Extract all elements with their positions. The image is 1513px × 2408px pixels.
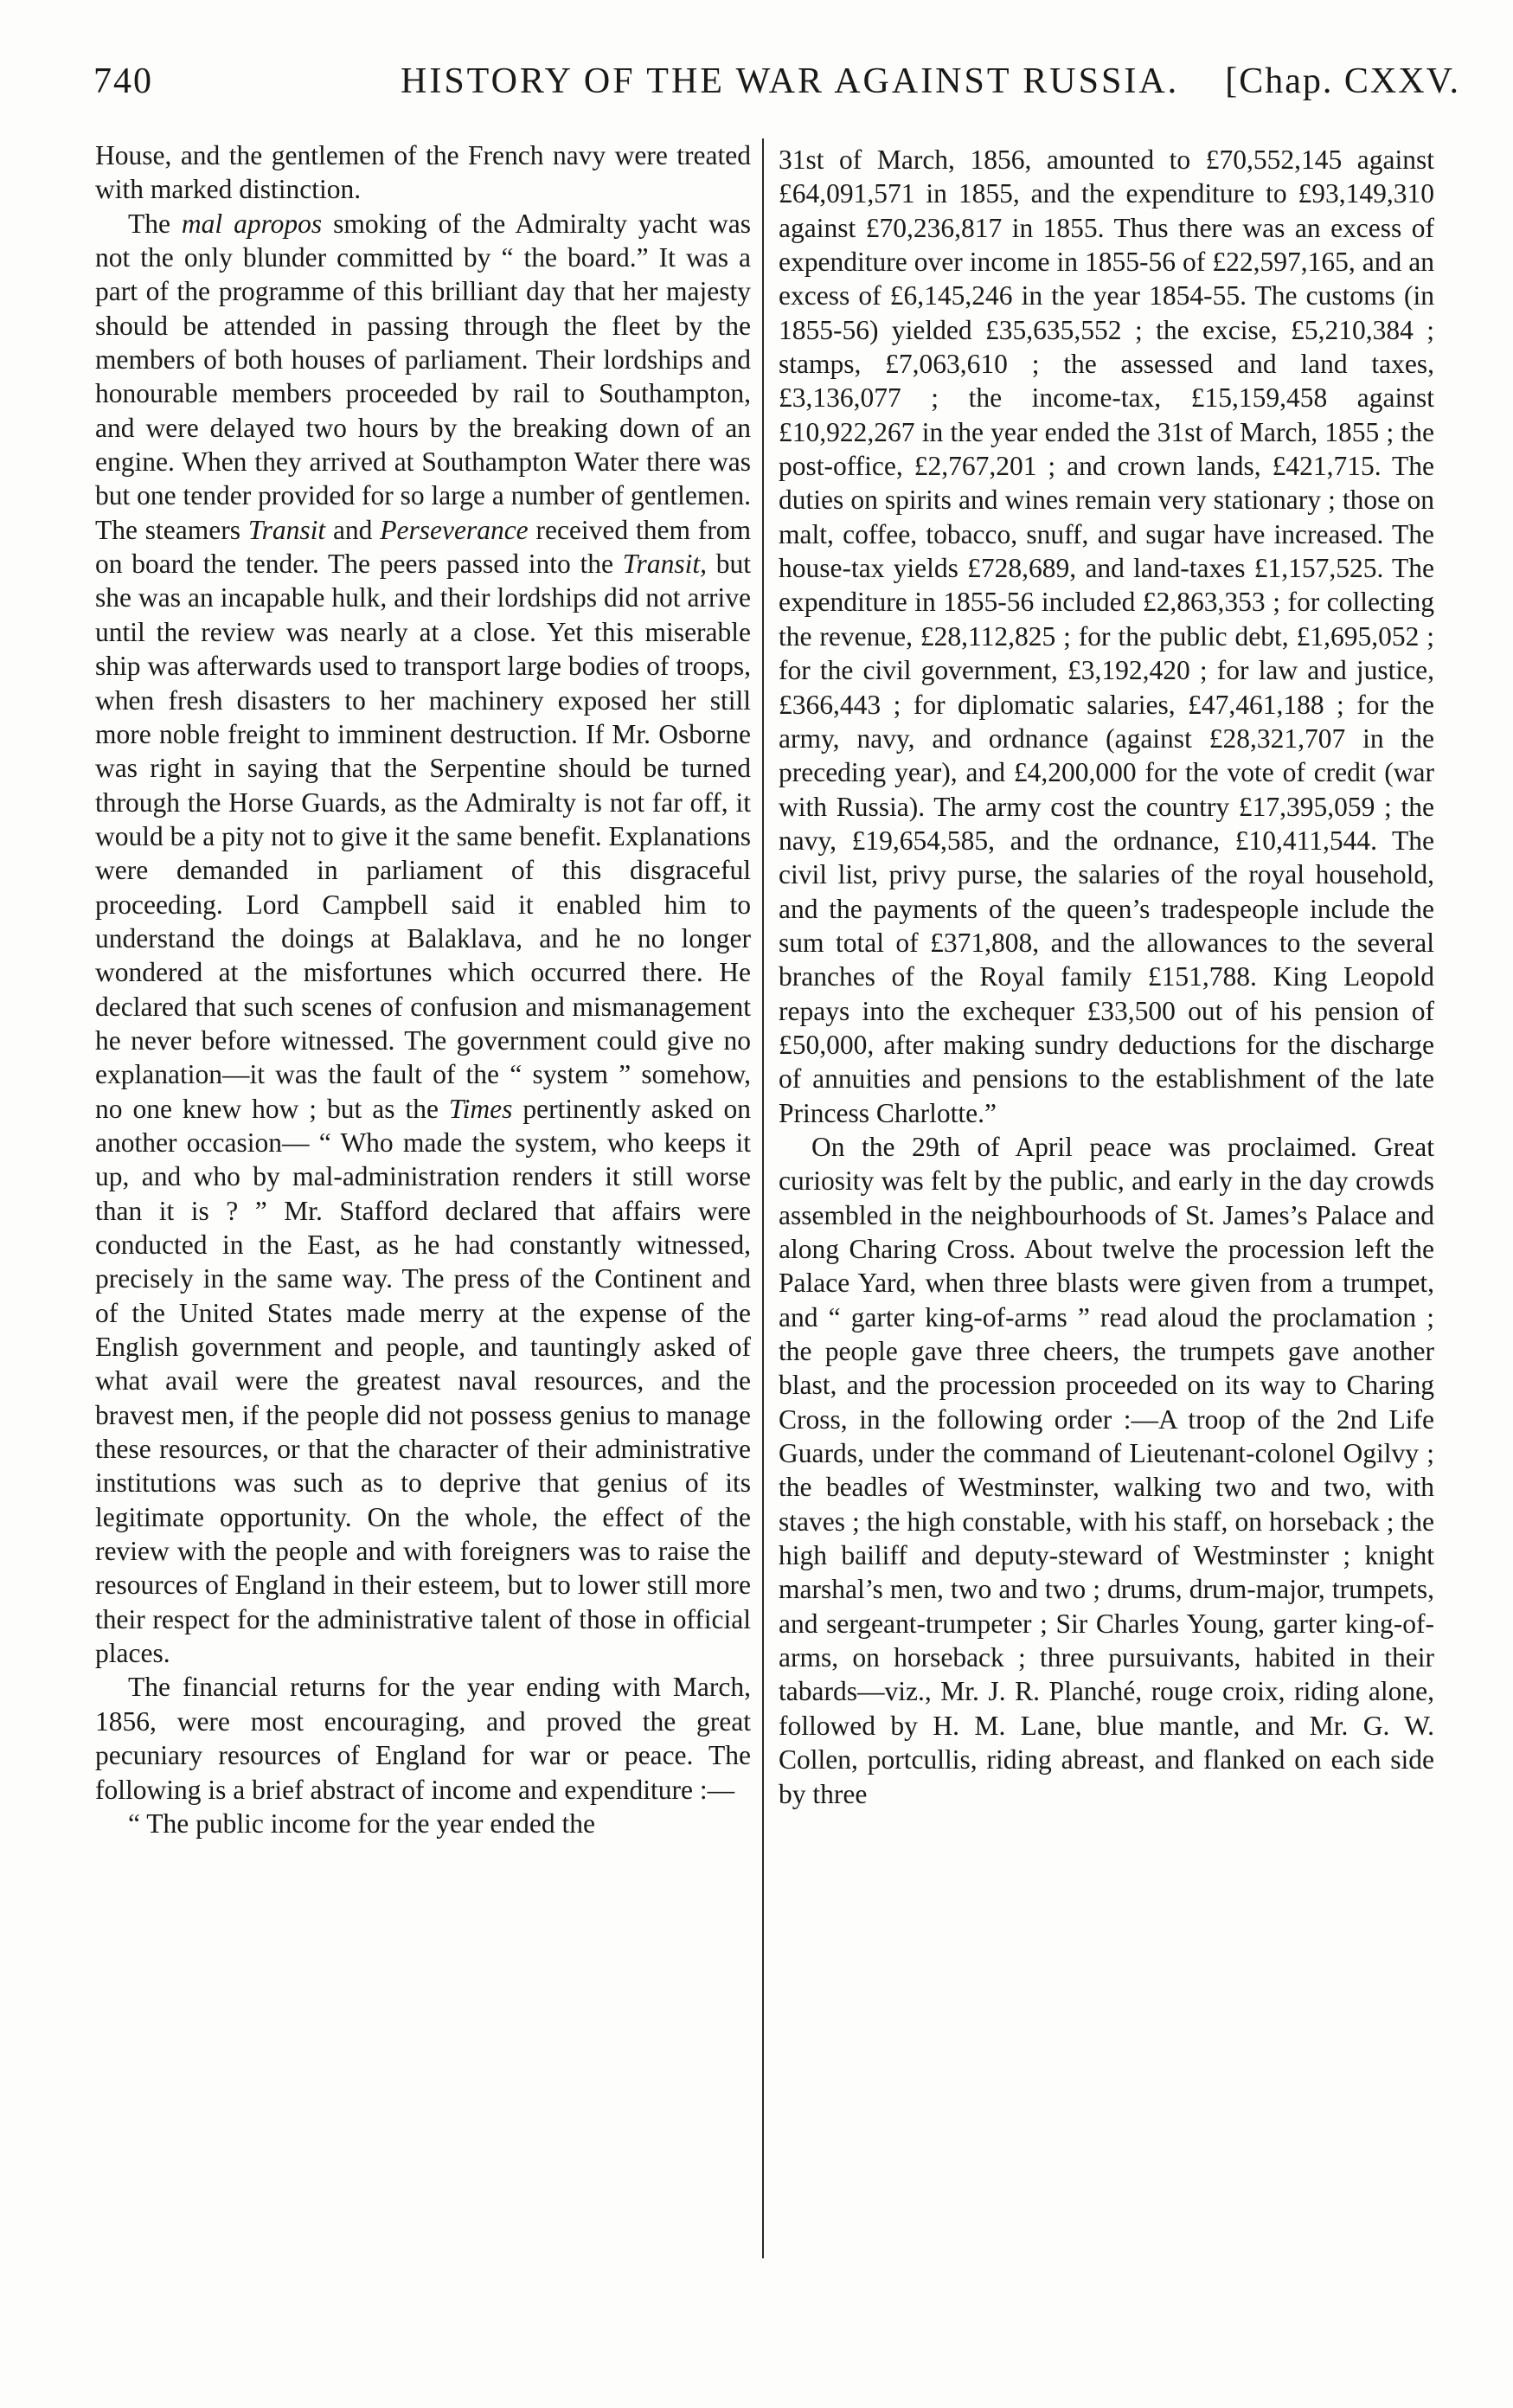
right-column [779, 143, 1434, 1811]
paragraph [95, 207, 751, 1671]
ship-name: Transit, [622, 549, 707, 580]
page-number: 740 [93, 61, 153, 101]
paragraph: The financial returns for the year ending with March, 1856, were most encouraging, and proved the great pecuniary resources of England for war or peace. The following is a brief abstract of income and expenditure :— [95, 1672, 751, 1805]
text-run: smoking of the Admiralty yacht was not the only blunder committed by “ the board.” It was a part of the programme of this brilliant day that her majesty should be attended in passing through the fleet by the members of both houses of parliament. Their lordships and honourable members proceeded by rail to Southampton, and were delayed two hours by the breaking down of an engine. When they arrived at Southampton Water there was but one tender provided for so large a number of gentlemen. The steamers [95, 208, 751, 545]
text-run: and [325, 514, 381, 545]
chapter-marker: [Chap. CXXV. [1225, 61, 1460, 101]
paragraph: 31st of March, 1856, amounted to £70,552,145 against £64,091,571 in 1855, and the expenditure to £93,149,310 against £70,236,817 in 1855. Thus there was an excess of expenditure over income in 1855-56 of £22,597,165, and an excess of £6,145,246 in the year 1854-55. The customs (in 1855-56) yielded £35,635,552 ; the excise, £5,210,384 ; stamps, £7,063,610 ; the assessed and land taxes, £3,136,077 ; the income-tax, £15,159,458 against £10,922,267 in the year ended the 31st of March, 1855 ; the post-office, £2,767,201 ; and crown lands, £421,715. The duties on spirits and wines remain very stationary ; those on malt, coffee, tobacco, snuff, and sugar have increased. The house-tax yields £728,689, and land-taxes £1,157,525. The expenditure in 1855-56 included £2,863,353 ; for collecting the revenue, £28,112,825 ; for the public debt, £1,695,052 ; for the civil government, £3,192,420 ; for law and justice, £366,443 ; for diplomatic salaries, £47,461,188 ; for the army, navy, and ordnance (against £28,321,707 in the preceding year), and £4,200,000 for the vote of credit (war with Russia). The army cost the country £17,395,059 ; the navy, £19,654,585, and the ordnance, £10,411,544. The civil list, privy purse, the salaries of the royal household, and the payments of the queen’s tradespeople include the sum total of £371,808, and the allowances to the several branches of the Royal family £151,788. King Leopold repays into the exchequer £33,500 out of his pension of £50,000, after making sundry deductions for the discharge of annuities and pensions to the establishment of the late Princess Charlotte.” [779, 144, 1434, 1128]
text-run: pertinently asked on another occasion— “ Who made the system, who keeps it up, and who by mal-administration renders it still worse than it is ? ” Mr. Stafford declared that affairs were conducted in the East, as he had constantly witnessed, precisely in the same way. The press of the Continent and of the United States made merry at the expense of the English government and people, and tauntingly asked of what avail were the greatest naval resources, and the bravest men, if the people did not possess genius to manage these resources, or that the character of their administrative institutions was such as to deprive that genius of its legitimate opportunity. On the whole, the effect of the review with the people and with foreigners was to raise the resources of England in their esteem, but to lower still more their respect for the administrative talent of those in official places. [95, 1093, 751, 1669]
paragraph: House, and the gentlemen of the French navy were treated with marked distinction. [95, 140, 751, 205]
text-run: The [128, 208, 182, 239]
newspaper-name: Times [448, 1093, 513, 1124]
italic-phrase: mal apropos [181, 208, 323, 239]
ship-name: Transit [247, 514, 326, 545]
left-column [95, 138, 751, 1840]
running-title: HISTORY OF THE WAR AGAINST RUSSIA. [401, 61, 1180, 101]
column-rule [762, 138, 764, 2258]
running-header [93, 61, 1460, 112]
text-run: but she was an incapable hulk, and their lordships did not arrive until the review was nearly at a close. Yet this miserable ship was afterwards used to transport large bodies of troops, when fresh disasters to her machinery exposed her still more noble freight to imminent destruction. If Mr. Osborne was right in saying that the Serpentine should be turned through the Horse Guards, as the Admiralty is not far off, it would be a pity not to give it the same benefit. Explanations were demanded in parliament of this disgraceful proceeding. Lord Campbell said it enabled him to understand the doings at Balaklava, and he no longer wondered at the misfortunes which occurred there. He declared that such scenes of confusion and mismanagement he never before witnessed. The government could give no explanation—it was the fault of the “ system ” somehow, no one knew how ; but as the [95, 549, 751, 1124]
text-run: received them from on board the tender. The peers passed into the [95, 514, 751, 580]
paragraph: On the 29th of April peace was proclaimed. Great curiosity was felt by the public, and early in the day crowds assembled in the neighbourhoods of St. James’s Palace and along Charing Cross. About twelve the procession left the Palace Yard, when three blasts were given from a trumpet, and “ garter king-of-arms ” read aloud the proclamation ; the people gave three cheers, the trumpets gave another blast, and the procession proceeded on its way to Charing Cross, in the following order :—A troop of the 2nd Life Guards, under the command of Lieutenant-colonel Ogilvy ; the beadles of Westminster, walking two and two, with staves ; the high constable, with his staff, on horseback ; the high bailiff and deputy-steward of Westminster ; knight marshal’s men, two and two ; drums, drum-major, trumpets, and sergeant-trumpeter ; Sir Charles Young, garter king-of-arms, on horseback ; three pursuivants, habited in their tabards—viz., Mr. J. R. Planché, rouge croix, riding alone, followed by H. M. Lane, blue mantle, and Mr. G. W. Collen, portcullis, riding abreast, and flanked on each side by three [779, 1131, 1434, 1809]
ship-name: Perseverance [380, 514, 529, 545]
paragraph: “ The public income for the year ended the [128, 1808, 595, 1839]
